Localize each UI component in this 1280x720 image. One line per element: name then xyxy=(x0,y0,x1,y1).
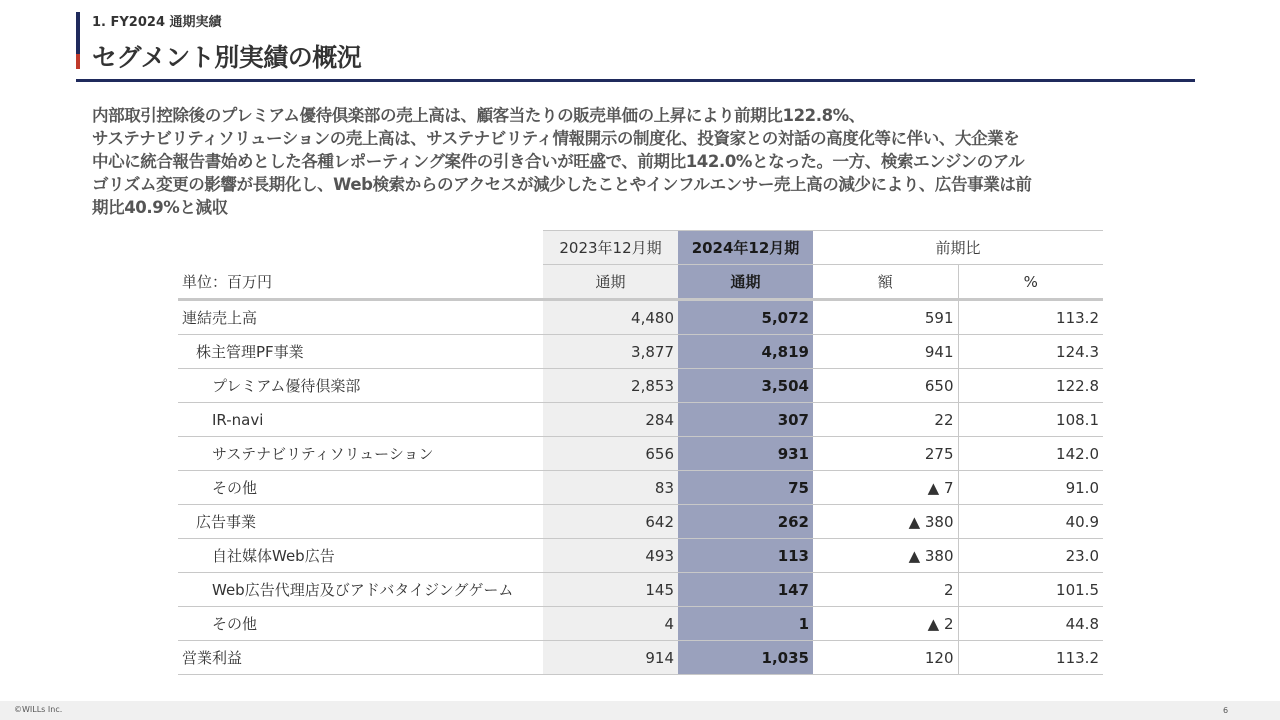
page-title: セグメント別実績の概況 xyxy=(92,43,362,72)
prev-value: 4,480 xyxy=(543,300,678,335)
table-row xyxy=(178,300,1103,335)
pct-value: 91.0 xyxy=(958,471,1103,505)
pct-value: 23.0 xyxy=(958,539,1103,573)
prev-value: 2,853 xyxy=(543,369,678,403)
table-row xyxy=(178,369,1103,403)
diff-value: 591 xyxy=(813,300,958,335)
table-header-row xyxy=(178,231,1103,265)
table-row xyxy=(178,471,1103,505)
cur-value: 1 xyxy=(678,607,813,641)
segment-results-table xyxy=(178,230,1103,675)
row-label: 株主管理PF事業 xyxy=(178,335,543,369)
table-row xyxy=(178,403,1103,437)
summary-line: ゴリズム変更の影響が長期化し、Web検索からのアクセスが減少したことやインフルエンサー売上高の減少により、広告事業は前 xyxy=(92,175,1032,194)
row-label: その他 xyxy=(178,471,543,505)
row-label: 広告事業 xyxy=(178,505,543,539)
summary-line: 中心に統合報告書始めとした各種レポーティング案件の引き合いが旺盛で、前期比142.0%となった。一方、検索エンジンのアル xyxy=(92,152,1025,171)
diff-value: 650 xyxy=(813,369,958,403)
header-prev-full: 通期 xyxy=(543,265,678,300)
summary-line: 内部取引控除後のプレミアム優待倶楽部の売上高は、顧客当たりの販売単価の上昇により前期比122.8%、 xyxy=(92,106,865,125)
row-label: Web広告代理店及びアドバタイジングゲーム xyxy=(178,573,543,607)
header-accent-bar-red xyxy=(76,54,80,69)
diff-value: ▲ 2 xyxy=(813,607,958,641)
row-label: 連結売上高 xyxy=(178,300,543,335)
diff-value: 2 xyxy=(813,573,958,607)
diff-value: ▲ 7 xyxy=(813,471,958,505)
title-divider xyxy=(76,79,1195,82)
header-blank-cell xyxy=(178,231,543,265)
cur-value: 113 xyxy=(678,539,813,573)
pct-value: 122.8 xyxy=(958,369,1103,403)
header-prev-period: 2023年12月期 xyxy=(543,231,678,265)
pct-value: 40.9 xyxy=(958,505,1103,539)
row-label: 営業利益 xyxy=(178,641,543,675)
table-row xyxy=(178,437,1103,471)
cur-value: 931 xyxy=(678,437,813,471)
table-row xyxy=(178,505,1103,539)
prev-value: 642 xyxy=(543,505,678,539)
summary-line: 期比40.9%と減収 xyxy=(92,198,228,217)
prev-value: 493 xyxy=(543,539,678,573)
table-row xyxy=(178,573,1103,607)
section-label: 1. FY2024 通期実績 xyxy=(92,15,222,30)
diff-value: 120 xyxy=(813,641,958,675)
prev-value: 656 xyxy=(543,437,678,471)
cur-value: 262 xyxy=(678,505,813,539)
cur-value: 1,035 xyxy=(678,641,813,675)
diff-value: ▲ 380 xyxy=(813,505,958,539)
pct-value: 113.2 xyxy=(958,641,1103,675)
header-change: 前期比 xyxy=(813,231,1103,265)
row-label: その他 xyxy=(178,607,543,641)
pct-value: 113.2 xyxy=(958,300,1103,335)
cur-value: 5,072 xyxy=(678,300,813,335)
header-percent: % xyxy=(958,265,1103,300)
prev-value: 284 xyxy=(543,403,678,437)
prev-value: 3,877 xyxy=(543,335,678,369)
page-number: 6 xyxy=(1223,706,1229,715)
row-label: IR-navi xyxy=(178,403,543,437)
prev-value: 914 xyxy=(543,641,678,675)
pct-value: 142.0 xyxy=(958,437,1103,471)
diff-value: ▲ 380 xyxy=(813,539,958,573)
row-label: サステナビリティソリューション xyxy=(178,437,543,471)
diff-value: 275 xyxy=(813,437,958,471)
cur-value: 4,819 xyxy=(678,335,813,369)
header-cur-full: 通期 xyxy=(678,265,813,300)
table-row xyxy=(178,607,1103,641)
pct-value: 44.8 xyxy=(958,607,1103,641)
header-amount: 額 xyxy=(813,265,958,300)
cur-value: 307 xyxy=(678,403,813,437)
table-row xyxy=(178,335,1103,369)
prev-value: 4 xyxy=(543,607,678,641)
cur-value: 3,504 xyxy=(678,369,813,403)
row-label: 自社媒体Web広告 xyxy=(178,539,543,573)
header-unit: 単位：百万円 xyxy=(178,265,543,300)
table-subheader-row xyxy=(178,265,1103,300)
row-label: プレミアム優待倶楽部 xyxy=(178,369,543,403)
copyright: ©WILLs Inc. xyxy=(14,705,63,714)
summary-text xyxy=(92,104,1192,219)
pct-value: 124.3 xyxy=(958,335,1103,369)
table-row xyxy=(178,539,1103,573)
header-accent-bar xyxy=(76,12,80,54)
footer-bar xyxy=(0,701,1280,720)
table-row xyxy=(178,641,1103,675)
prev-value: 83 xyxy=(543,471,678,505)
prev-value: 145 xyxy=(543,573,678,607)
diff-value: 941 xyxy=(813,335,958,369)
diff-value: 22 xyxy=(813,403,958,437)
header-cur-period: 2024年12月期 xyxy=(678,231,813,265)
pct-value: 101.5 xyxy=(958,573,1103,607)
summary-line: サステナビリティソリューションの売上高は、サステナビリティ情報開示の制度化、投資家との対話の高度化等に伴い、大企業を xyxy=(92,129,1020,148)
cur-value: 147 xyxy=(678,573,813,607)
cur-value: 75 xyxy=(678,471,813,505)
pct-value: 108.1 xyxy=(958,403,1103,437)
